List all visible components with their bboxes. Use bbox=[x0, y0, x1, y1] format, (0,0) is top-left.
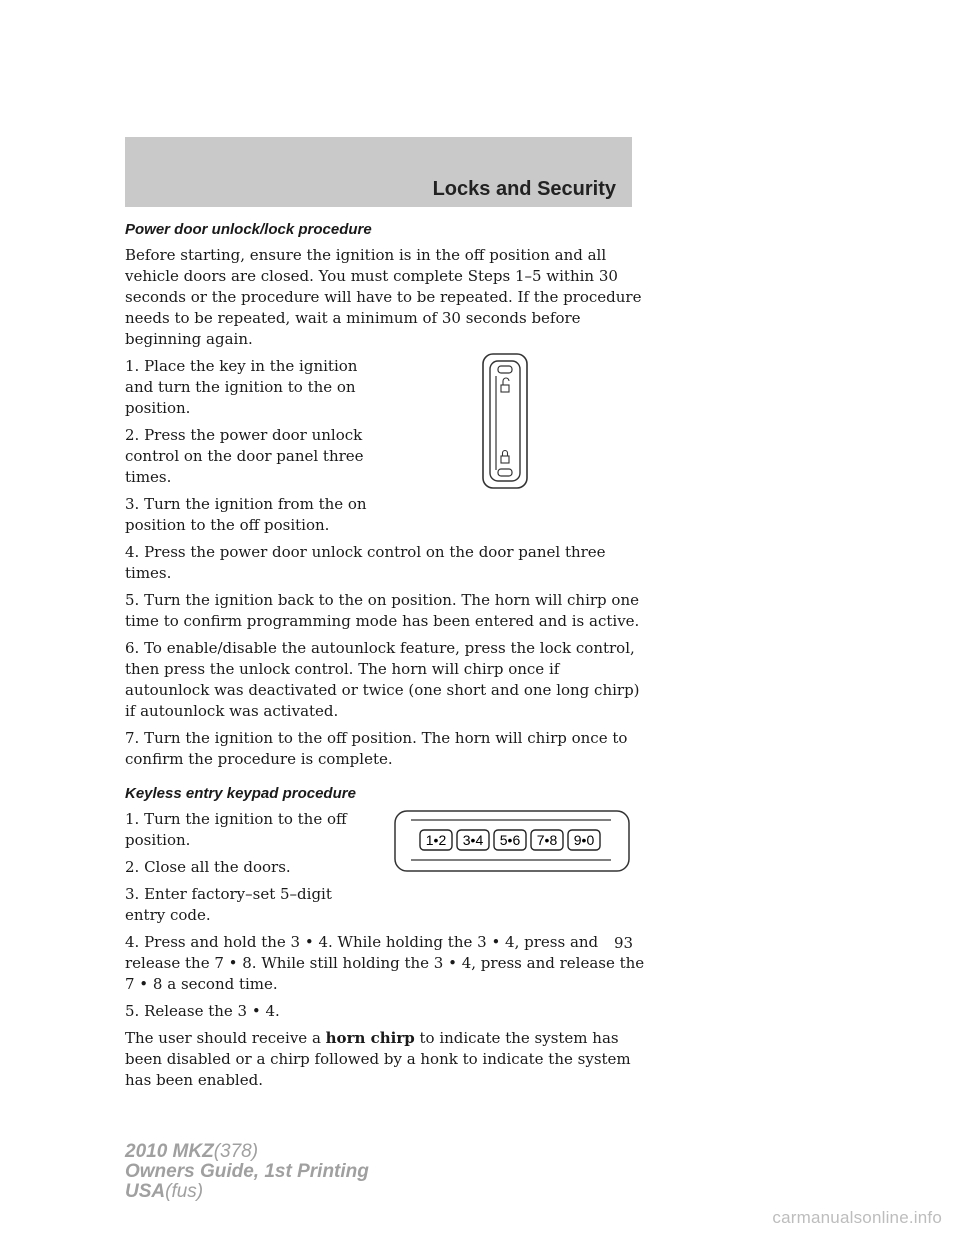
step-item: 5. Release the 3 • 4. bbox=[125, 1002, 280, 1020]
page-content bbox=[125, 210, 645, 1097]
step-item: 4. Press the power door unlock control on the door panel three times. bbox=[125, 543, 606, 582]
footer-market-code: (fus) bbox=[165, 1181, 204, 1202]
door-lock-switch-illustration bbox=[481, 352, 601, 492]
footer-model: 2010 MKZ bbox=[125, 1141, 214, 1162]
step-item: 2. Close all the doors. bbox=[125, 858, 291, 876]
svg-text:3•4: 3•4 bbox=[462, 832, 484, 848]
keypad-key-1-2 bbox=[420, 830, 452, 850]
svg-text:9•0: 9•0 bbox=[573, 832, 595, 848]
footer-model-code: (378) bbox=[213, 1141, 259, 1162]
footer-market: USA bbox=[125, 1181, 166, 1202]
step-item: 6. To enable/disable the autounlock feature, press the lock control, then press the unlock control. The horn will chirp once if autounlock was deactivated or twice (one short and one long chirp) if autounlock was activated. bbox=[125, 639, 640, 720]
step-item: 3. Enter factory–set 5–digit entry code. bbox=[125, 885, 332, 924]
keypad-key-3-4 bbox=[457, 830, 489, 850]
keypad-heading: Keyless entry keypad procedure bbox=[125, 785, 356, 802]
keypad-illustration bbox=[393, 809, 633, 875]
step-item: 4. Press and hold the 3 • 4. While holding the 3 • 4, press and release the 7 • 8. While still holding the 3 • 4, press and release the 7 • 8 a second time. bbox=[125, 933, 645, 993]
watermark-link[interactable]: carmanualsonline.info bbox=[772, 1208, 942, 1227]
section-header-band bbox=[125, 137, 632, 207]
footer-guide: Owners Guide, 1st Printing bbox=[125, 1161, 369, 1182]
svg-text:5•6: 5•6 bbox=[499, 832, 521, 848]
keypad-steps-with-figure bbox=[125, 809, 645, 932]
svg-text:1•2: 1•2 bbox=[425, 832, 447, 848]
svg-text:7•8: 7•8 bbox=[536, 832, 558, 848]
keypad-key-5-6 bbox=[494, 830, 526, 850]
step-item: 1. Place the key in the ignition and turn the ignition to the on position. bbox=[125, 357, 358, 417]
power-door-intro: Before starting, ensure the ignition is in the off position and all vehicle doors are closed. You must complete Steps 1–5 within 30 seconds or the procedure will have to be repeated. If the procedure needs to be repeated, wait a minimum of 30 seconds before beginning again. bbox=[125, 246, 642, 348]
keypad-key-9-0 bbox=[568, 830, 600, 850]
step-item: 3. Turn the ignition from the on position to the off position. bbox=[125, 495, 367, 534]
horn-chirp-emphasis: horn chirp bbox=[325, 1029, 415, 1047]
print-footer bbox=[125, 1142, 369, 1202]
section-title: Locks and Security bbox=[432, 178, 616, 200]
step-item: 7. Turn the ignition to the off position. The horn will chirp once to confirm the procedure is complete. bbox=[125, 729, 628, 768]
keypad-key-7-8 bbox=[531, 830, 563, 850]
step-item: 2. Press the power door unlock control on the door panel three times. bbox=[125, 426, 364, 486]
power-door-heading: Power door unlock/lock procedure bbox=[125, 221, 372, 238]
closing-paragraph: The user should receive a horn chirp to indicate the system has been disabled or a chirp followed by a honk to indicate the system has been enabled. bbox=[125, 1029, 631, 1089]
power-door-steps-with-figure bbox=[125, 356, 645, 542]
page-number: 93 bbox=[614, 934, 634, 952]
step-item: 1. Turn the ignition to the off position. bbox=[125, 810, 347, 849]
step-item: 5. Turn the ignition back to the on position. The horn will chirp one time to confirm programming mode has been entered and is active. bbox=[125, 591, 640, 630]
